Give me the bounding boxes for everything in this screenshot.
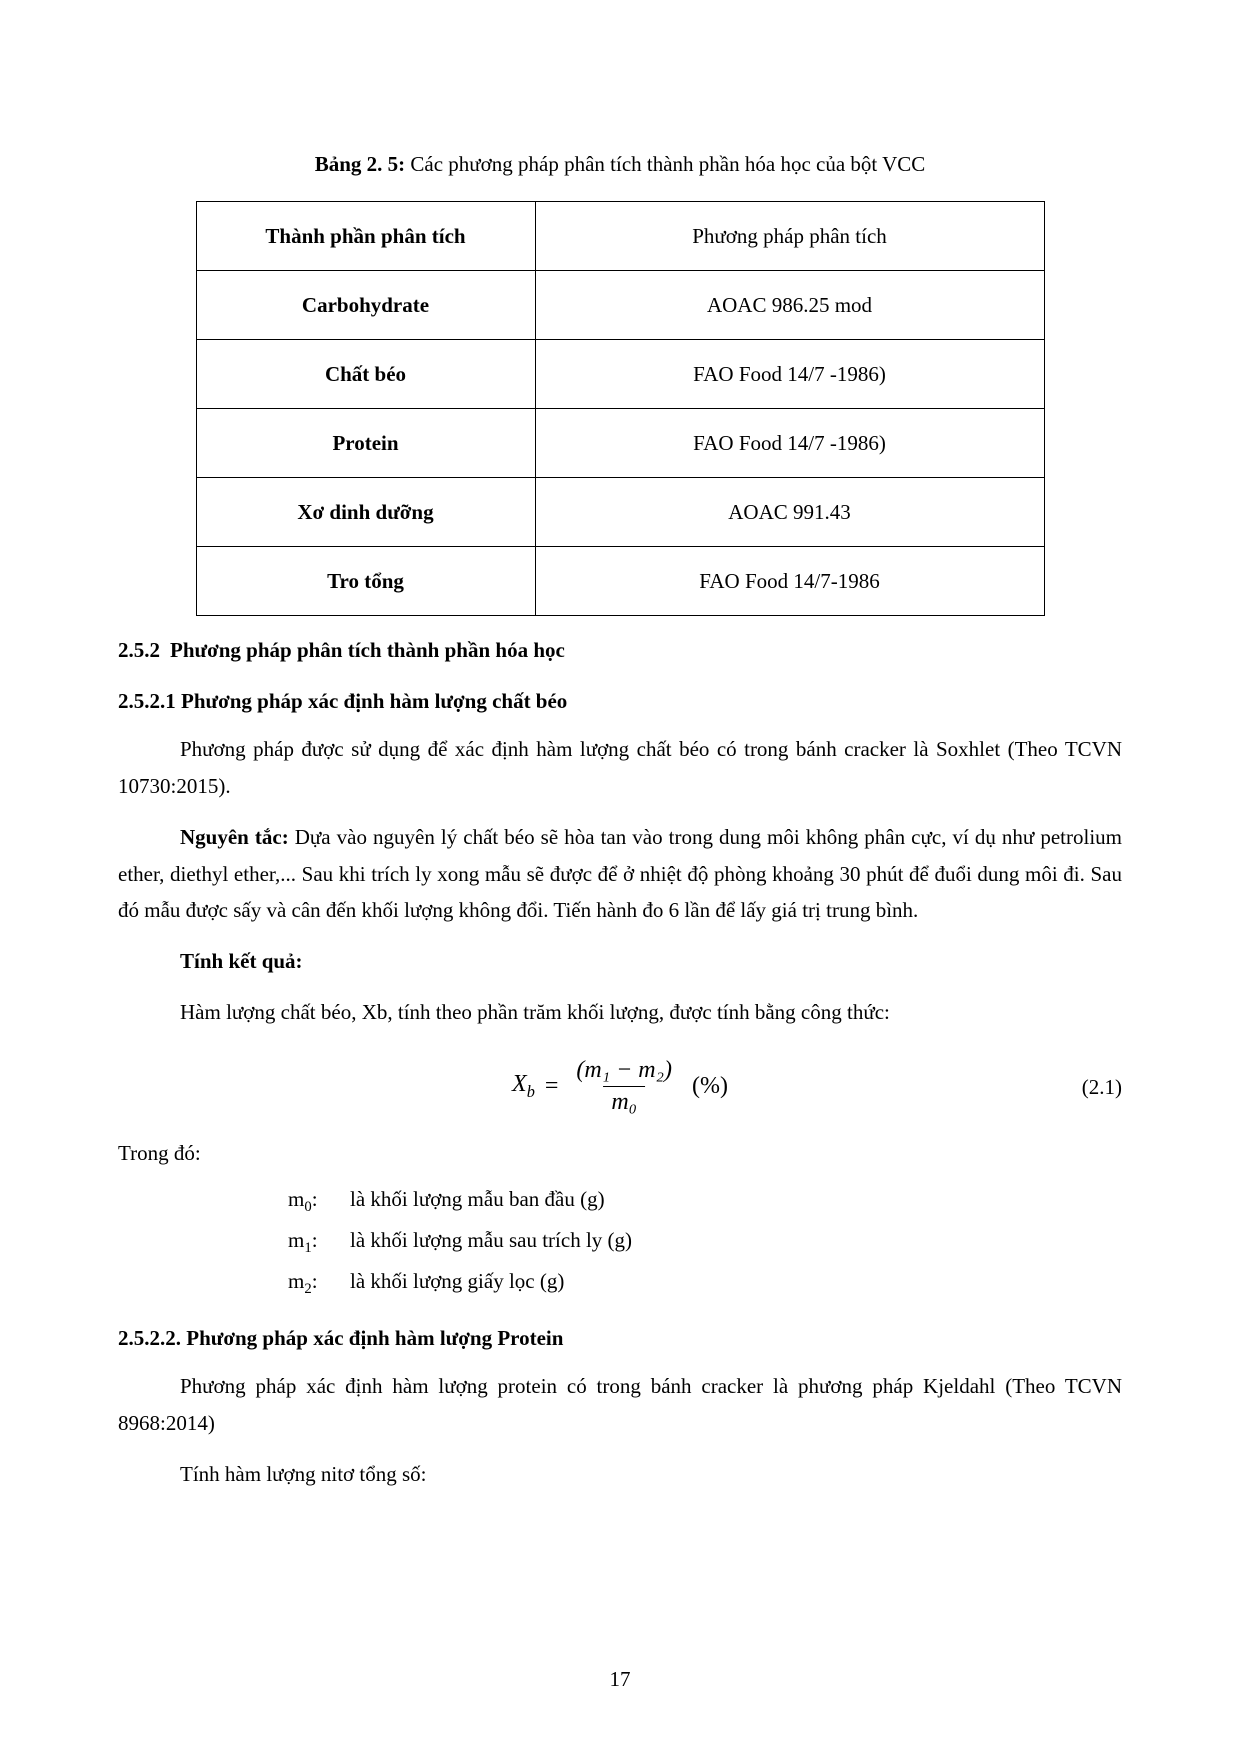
table-cell-component: Chất béo xyxy=(196,340,535,409)
table-cell-method: FAO Food 14/7-1986 xyxy=(535,547,1044,616)
paragraph-result-label xyxy=(118,943,1122,980)
formula-unit: (%) xyxy=(691,1072,728,1099)
table-caption xyxy=(118,150,1122,179)
table-caption-label: Bảng 2. 5: xyxy=(314,152,406,176)
table-cell-method: AOAC 986.25 mod xyxy=(535,271,1044,340)
analysis-methods-table xyxy=(196,201,1045,616)
table-cell-component: Tro tổng xyxy=(196,547,535,616)
table-row xyxy=(196,340,1044,409)
table-row xyxy=(196,547,1044,616)
table-row xyxy=(196,478,1044,547)
paragraph-protein-method: Phương pháp xác định hàm lượng protein có trong bánh cracker là phương pháp Kjeldahl (Theo TCVN 8968:2014) xyxy=(118,1374,1122,1436)
definition-row xyxy=(288,1262,1122,1303)
table-header-method: Phương pháp phân tích xyxy=(535,202,1044,271)
table-header-row xyxy=(196,202,1044,271)
paragraph-nitrogen: Tính hàm lượng nitơ tổng số: xyxy=(180,1461,427,1486)
table-cell-method: FAO Food 14/7 -1986) xyxy=(535,409,1044,478)
definition-text: là khối lượng mẫu ban đầu (g) xyxy=(350,1186,605,1211)
table-cell-method: FAO Food 14/7 -1986) xyxy=(535,340,1044,409)
definition-row xyxy=(288,1221,1122,1262)
result-label: Tính kết quả: xyxy=(180,949,303,974)
section-heading-2521: 2.5.2.1 Phương pháp xác định hàm lượng chất béo xyxy=(118,688,568,713)
formula-expression xyxy=(512,1057,728,1116)
table-caption-text: Các phương pháp phân tích thành phần hóa học của bột VCC xyxy=(405,152,926,176)
table-row xyxy=(196,409,1044,478)
paragraph-fat-content: Hàm lượng chất béo, Xb, tính theo phần trăm khối lượng, được tính bằng công thức: xyxy=(180,999,890,1024)
symbol-m1: $m_1$: xyxy=(288,1228,318,1257)
section-title-252: Phương pháp phân tích thành phần hóa học xyxy=(170,638,565,663)
page-number: 17 xyxy=(609,1667,631,1691)
table-row xyxy=(196,271,1044,340)
equation-number: (2.1) xyxy=(1081,1074,1122,1099)
formula-lhs: $X_b$ xyxy=(512,1070,535,1101)
formula-fraction xyxy=(568,1057,680,1116)
section-heading-2522: 2.5.2.2. Phương pháp xác định hàm lượng Protein xyxy=(118,1325,564,1350)
paragraph-principle xyxy=(118,819,1122,929)
table-cell-component: Carbohydrate xyxy=(196,271,535,340)
table-cell-component: Protein xyxy=(196,409,535,478)
symbol-m0: $m_0$: xyxy=(288,1186,318,1215)
section-heading-252 xyxy=(118,634,1122,667)
formula-numerator: (m₁ − m₂) xyxy=(576,1056,672,1083)
principle-text: Dựa vào nguyên lý chất béo sẽ hòa tan vào trong dung môi không phân cực, ví dụ như petrolium ether, diethyl ether,... Sau khi trích ly xong mẫu sẽ được để ở nhiệt độ phòng khoảng 30 phút để đuổi dung môi đi. Sau đó mẫu được sấy và cân đến khối lượng không đổi. Tiến hành đo 6 lần để lấy giá trị trung bình. xyxy=(118,824,1123,923)
table-cell-method: AOAC 991.43 xyxy=(535,478,1044,547)
symbol-definitions xyxy=(288,1180,1122,1304)
where-label: Trong đó: xyxy=(118,1140,201,1165)
definition-text: là khối lượng giấy lọc (g) xyxy=(350,1269,565,1294)
symbol-m2: $m_2$: xyxy=(288,1269,318,1298)
formula-equals: = xyxy=(544,1072,559,1099)
definition-text: là khối lượng mẫu sau trích ly (g) xyxy=(350,1228,633,1253)
formula-denominator: m₀ xyxy=(603,1086,645,1116)
table-cell-component: Xơ dinh dưỡng xyxy=(196,478,535,547)
paragraph-fat-method: Phương pháp được sử dụng để xác định hàm lượng chất béo có trong bánh cracker là Soxhlet (Theo TCVN 10730:2015). xyxy=(118,737,1122,799)
section-number-252: 2.5.2 xyxy=(118,638,160,663)
table-header-component: Thành phần phân tích xyxy=(196,202,535,271)
definition-row xyxy=(288,1180,1122,1221)
formula-block xyxy=(118,1057,1122,1135)
principle-label: Nguyên tắc: xyxy=(180,824,289,849)
